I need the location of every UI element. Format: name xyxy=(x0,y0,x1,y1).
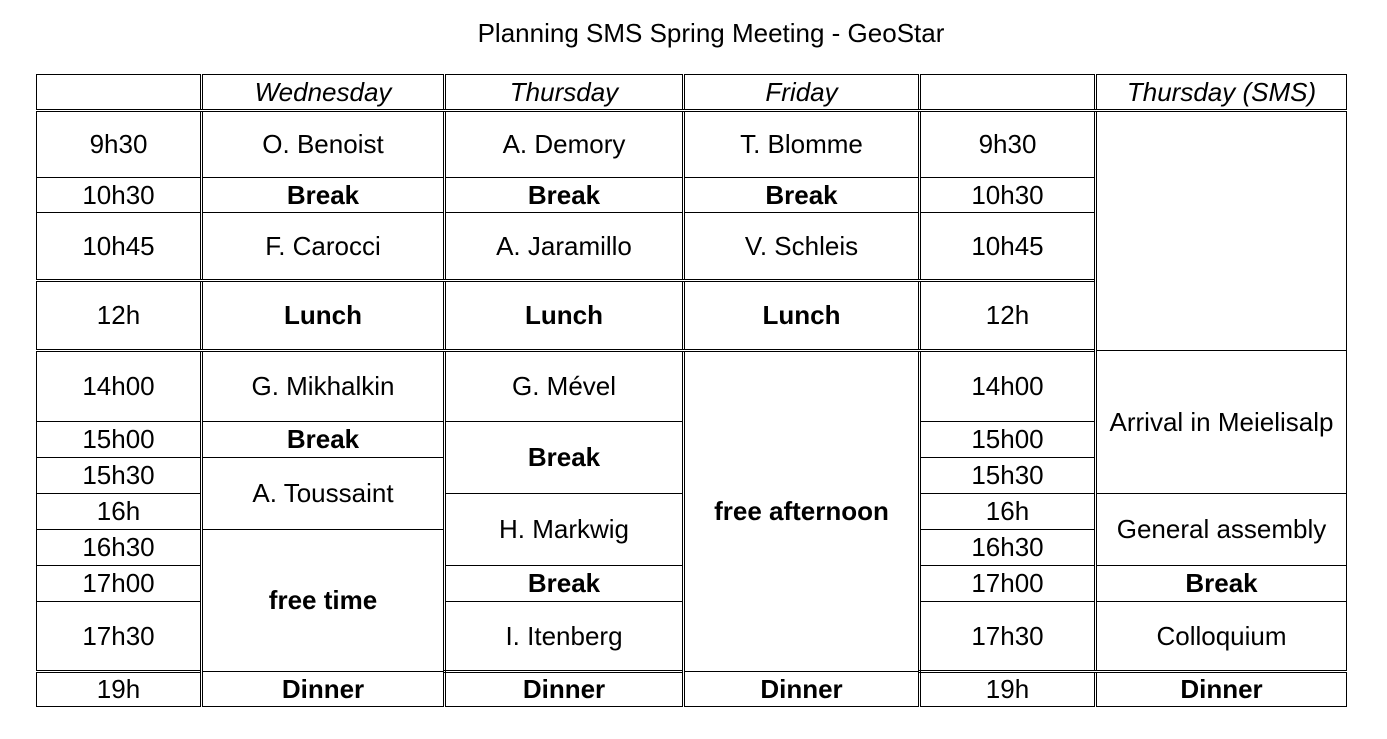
time-cell: 15h00 xyxy=(920,422,1096,458)
colloquium-cell: Colloquium xyxy=(1096,602,1347,672)
time-cell: 15h30 xyxy=(920,458,1096,494)
time-cell: 17h30 xyxy=(920,602,1096,672)
time-cell: 10h45 xyxy=(920,213,1096,281)
time-cell: 16h30 xyxy=(920,530,1096,566)
session-cell: O. Benoist xyxy=(202,111,445,178)
header-wednesday: Wednesday xyxy=(202,75,445,111)
lunch-cell: Lunch xyxy=(684,281,920,351)
time-cell: 16h xyxy=(37,494,202,530)
dinner-cell: Dinner xyxy=(202,672,445,707)
time-cell: 12h xyxy=(37,281,202,351)
arrival-cell: Arrival in Meielisalp xyxy=(1096,351,1347,494)
break-cell: Break xyxy=(1096,566,1347,602)
lunch-cell: Lunch xyxy=(202,281,445,351)
break-cell: Break xyxy=(445,422,684,494)
time-cell: 14h00 xyxy=(37,351,202,422)
dinner-cell: Dinner xyxy=(684,672,920,707)
session-cell: V. Schleis xyxy=(684,213,920,281)
session-cell: I. Itenberg xyxy=(445,602,684,672)
time-cell: 16h xyxy=(920,494,1096,530)
session-cell: A. Jaramillo xyxy=(445,213,684,281)
time-cell: 9h30 xyxy=(920,111,1096,178)
break-cell: Break xyxy=(202,178,445,213)
header-thursday: Thursday xyxy=(445,75,684,111)
dinner-cell: Dinner xyxy=(1096,672,1347,707)
header-thursday-sms: Thursday (SMS) xyxy=(1096,75,1347,111)
time-cell: 14h00 xyxy=(920,351,1096,422)
session-cell: G. Mikhalkin xyxy=(202,351,445,422)
free-afternoon-cell: free afternoon xyxy=(684,351,920,672)
break-cell: Break xyxy=(445,566,684,602)
session-cell: G. Mével xyxy=(445,351,684,422)
header-friday: Friday xyxy=(684,75,920,111)
time-cell: 15h00 xyxy=(37,422,202,458)
dinner-cell: Dinner xyxy=(445,672,684,707)
session-cell: H. Markwig xyxy=(445,494,684,566)
sms-morning-empty-cell xyxy=(1096,111,1347,351)
time-cell: 19h xyxy=(920,672,1096,707)
session-cell: T. Blomme xyxy=(684,111,920,178)
free-time-cell: free time xyxy=(202,530,445,672)
time-cell: 10h30 xyxy=(37,178,202,213)
time-cell: 19h xyxy=(37,672,202,707)
schedule-table xyxy=(36,74,1347,707)
header-time-right xyxy=(920,75,1096,111)
time-cell: 17h30 xyxy=(37,602,202,672)
break-cell: Break xyxy=(684,178,920,213)
time-cell: 15h30 xyxy=(37,458,202,494)
break-cell: Break xyxy=(445,178,684,213)
session-cell: F. Carocci xyxy=(202,213,445,281)
time-cell: 9h30 xyxy=(37,111,202,178)
time-cell: 10h30 xyxy=(920,178,1096,213)
general-assembly-cell: General assembly xyxy=(1096,494,1347,566)
time-cell: 17h00 xyxy=(920,566,1096,602)
time-cell: 12h xyxy=(920,281,1096,351)
session-cell: A. Toussaint xyxy=(202,458,445,530)
break-cell: Break xyxy=(202,422,445,458)
session-cell: A. Demory xyxy=(445,111,684,178)
header-time-left xyxy=(37,75,202,111)
time-cell: 10h45 xyxy=(37,213,202,281)
time-cell: 16h30 xyxy=(37,530,202,566)
page-title: Planning SMS Spring Meeting - GeoStar xyxy=(477,18,945,48)
lunch-cell: Lunch xyxy=(445,281,684,351)
time-cell: 17h00 xyxy=(37,566,202,602)
